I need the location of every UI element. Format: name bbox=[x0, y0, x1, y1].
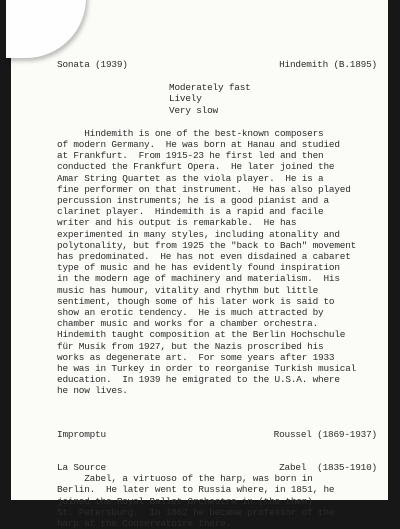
zabel-paragraph bbox=[57, 473, 377, 529]
text-line: in the modern age of machinery and materialism. His bbox=[57, 273, 340, 285]
text-line: joined the Royal Ballet Orchestra in (the then) bbox=[57, 495, 313, 507]
text-line: sentiment, though some of his later work is said to bbox=[57, 295, 335, 307]
piece-title: La Source bbox=[57, 461, 106, 473]
text-line: percussion instruments; he is a good pianist and a bbox=[57, 195, 329, 207]
composer-name: Hindemith (B.1895) bbox=[279, 59, 377, 70]
text-line: harp at the Conservatoire there. bbox=[57, 517, 232, 529]
text-line: Berlin. He later went to Russia where, in 1851, he bbox=[57, 484, 335, 496]
folded-corner bbox=[6, 0, 86, 58]
text-line: at Frankfurt. From 1915-23 he first led and then bbox=[57, 150, 324, 162]
text-line: writer and his output is remarkable. He has bbox=[57, 217, 297, 229]
text-line: has predominated. He has not even disdained a cabaret bbox=[57, 251, 351, 263]
text-line: he was in Turkey in order to reorganise Turkish musical bbox=[57, 363, 357, 375]
tempo-marking: Lively bbox=[169, 93, 202, 105]
text-line: fine performer on that instrument. He has also played bbox=[57, 183, 351, 195]
text-line: Amar String Quartet as the viola player. He is a bbox=[57, 172, 324, 184]
text-line: clarinet player. Hindemith is a rapid and facile bbox=[57, 206, 324, 218]
text-line: of modern Germany. He was born at Hanau and studied bbox=[57, 139, 340, 151]
text-line: type of music and he has evidently found inspiration bbox=[57, 262, 340, 274]
sonata-heading bbox=[57, 59, 377, 70]
composer-name: Roussel (1869-1937) bbox=[273, 428, 377, 440]
la-source-heading bbox=[57, 462, 377, 473]
text-line: für Musik from 1927, but the Nazis proscribed his bbox=[57, 340, 324, 352]
hindemith-paragraph bbox=[57, 128, 377, 397]
document-body bbox=[57, 59, 377, 529]
text-line: he now lives. bbox=[57, 385, 128, 397]
text-line: works as degenerate art. For some years after 1933 bbox=[57, 351, 335, 363]
text-line: polytonality, but from 1925 the "back to Bach" movement bbox=[57, 239, 357, 251]
tempo-marking: Moderately fast bbox=[169, 82, 251, 94]
document-page bbox=[11, 0, 388, 529]
text-line: education. In 1939 he emigrated to the U.S.A. where bbox=[57, 374, 340, 386]
text-line: chamber music and works for a chamber orchestra. bbox=[57, 318, 319, 330]
impromptu-heading bbox=[57, 429, 377, 440]
text-line: St. Petersburg. In 1862 he became professor of the bbox=[57, 506, 335, 518]
tempo-marking: Very slow bbox=[169, 104, 218, 116]
composer-name: Zabel (1835-1910) bbox=[279, 461, 377, 473]
piece-title: Sonata (1939) bbox=[57, 59, 128, 70]
text-line: music has humour, vitality and rhythm but little bbox=[57, 284, 319, 296]
text-line: Hindemith is one of the best-known composers bbox=[57, 127, 324, 139]
text-line: Zabel, a virtuoso of the harp, was born in bbox=[57, 473, 313, 485]
text-line: show an erotic tendency. He is much attracted by bbox=[57, 307, 324, 319]
text-line: Hindemith taught composition at the Berlin Hochschule bbox=[57, 329, 346, 341]
text-line: experimented in many styles, including atonality and bbox=[57, 228, 340, 240]
piece-title: Impromptu bbox=[57, 428, 106, 440]
text-line: conducted the Frankfurt Opera. He later joined the bbox=[57, 161, 335, 173]
